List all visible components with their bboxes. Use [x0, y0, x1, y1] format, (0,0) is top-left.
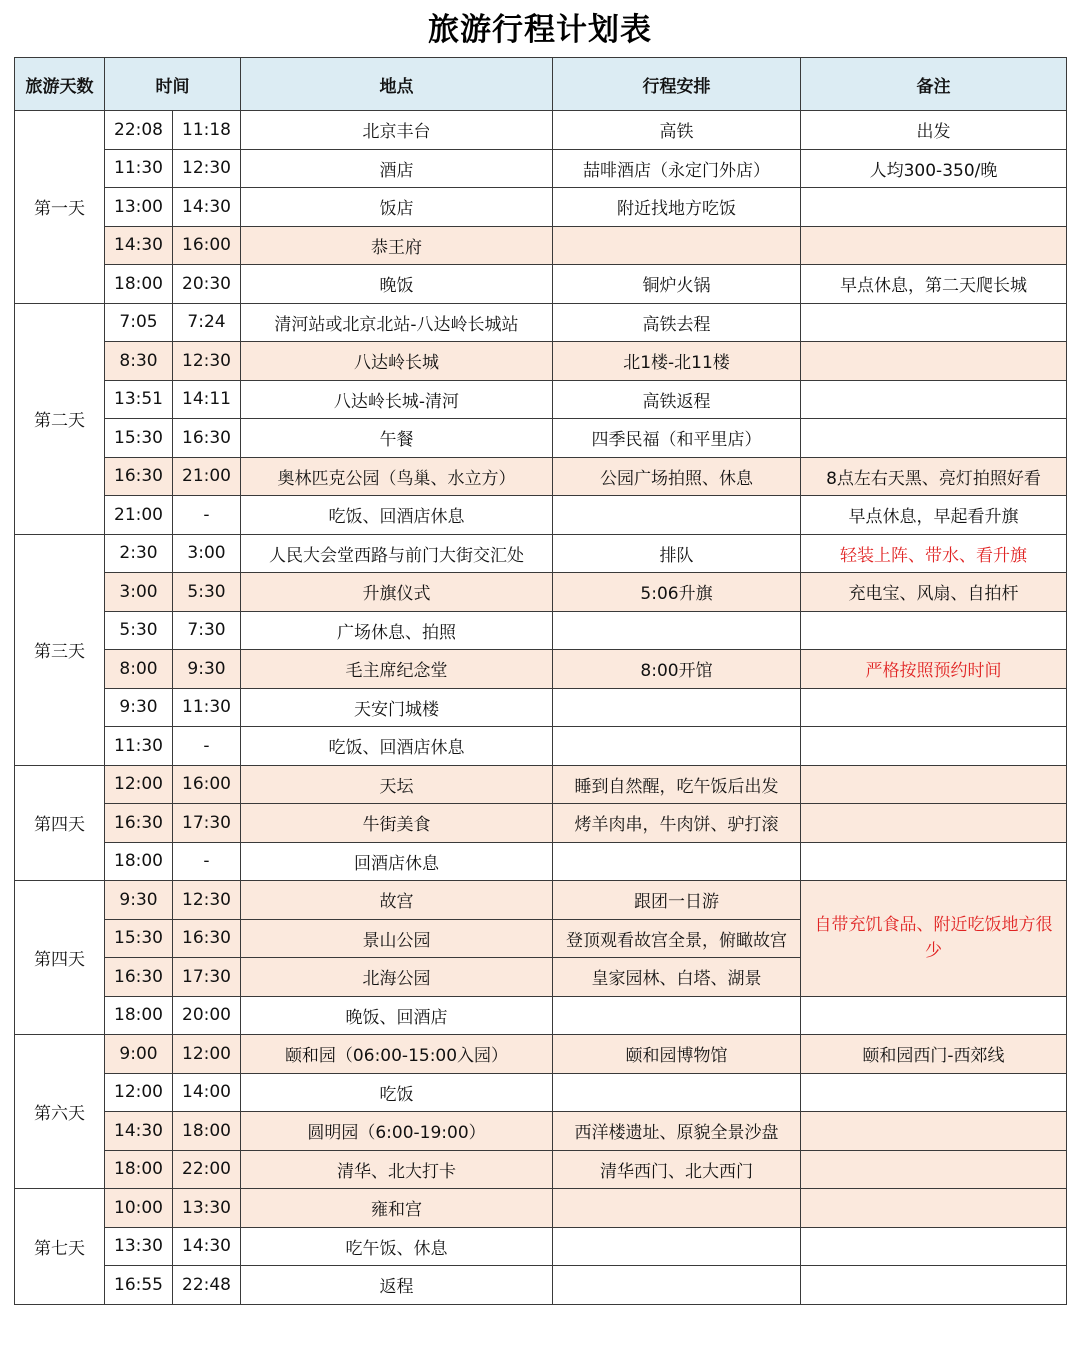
- page-title: 旅游行程计划表: [428, 12, 652, 48]
- end-time-cell: 21:00: [173, 457, 241, 496]
- day-label: 第六天: [15, 1035, 105, 1189]
- note-cell: 充电宝、风扇、自拍杆: [801, 573, 1067, 612]
- table-row: [15, 1189, 1067, 1228]
- end-time-cell: 5:30: [173, 573, 241, 612]
- end-time-cell: 20:30: [173, 265, 241, 304]
- note-cell: [801, 765, 1067, 804]
- start-time-cell: 14:30: [105, 1112, 173, 1151]
- note-cell: [801, 1227, 1067, 1266]
- start-time-cell: 15:30: [105, 419, 173, 458]
- place-cell: 奥林匹克公园（鸟巢、水立方）: [241, 457, 553, 496]
- plan-cell: 皇家园林、白塔、湖景: [553, 958, 801, 997]
- header-note: 备注: [801, 58, 1067, 111]
- end-time-cell: 13:30: [173, 1189, 241, 1228]
- start-time-cell: 9:30: [105, 881, 173, 920]
- table-row: [15, 457, 1067, 496]
- place-cell: 返程: [241, 1266, 553, 1305]
- start-time-cell: 18:00: [105, 996, 173, 1035]
- place-cell: 吃饭: [241, 1073, 553, 1112]
- day-label: 第一天: [15, 111, 105, 304]
- note-cell-merged: 自带充饥食品、附近吃饭地方很少: [801, 881, 1067, 997]
- start-time-cell: 12:00: [105, 1073, 173, 1112]
- note-cell: [801, 996, 1067, 1035]
- end-time-cell: 16:30: [173, 919, 241, 958]
- start-time-cell: 9:00: [105, 1035, 173, 1074]
- end-time-cell: 11:18: [173, 111, 241, 150]
- header-row: [15, 58, 1067, 111]
- start-time-cell: 3:00: [105, 573, 173, 612]
- plan-cell: [553, 611, 801, 650]
- place-cell: 八达岭长城: [241, 342, 553, 381]
- plan-cell: [553, 496, 801, 535]
- table-row: [15, 727, 1067, 766]
- note-cell: 颐和园西门-西郊线: [801, 1035, 1067, 1074]
- plan-cell: 睡到自然醒，吃午饭后出发: [553, 765, 801, 804]
- end-time-cell: 9:30: [173, 650, 241, 689]
- place-cell: 吃饭、回酒店休息: [241, 496, 553, 535]
- table-row: [15, 534, 1067, 573]
- start-time-cell: 7:05: [105, 303, 173, 342]
- plan-cell: [553, 688, 801, 727]
- table-row: [15, 804, 1067, 843]
- place-cell: 牛街美食: [241, 804, 553, 843]
- end-time-cell: 12:30: [173, 342, 241, 381]
- start-time-cell: 8:00: [105, 650, 173, 689]
- note-cell: [801, 342, 1067, 381]
- itinerary-body: [15, 111, 1067, 1305]
- plan-cell: 8:00开馆: [553, 650, 801, 689]
- end-time-cell: 12:30: [173, 149, 241, 188]
- plan-cell: 高铁: [553, 111, 801, 150]
- place-cell: 清河站或北京北站-八达岭长城站: [241, 303, 553, 342]
- plan-cell: 西洋楼遗址、原貌全景沙盘: [553, 1112, 801, 1151]
- end-time-cell: 7:30: [173, 611, 241, 650]
- plan-cell: 高铁去程: [553, 303, 801, 342]
- start-time-cell: 18:00: [105, 1150, 173, 1189]
- table-row: [15, 688, 1067, 727]
- note-cell: 严格按照预约时间: [801, 650, 1067, 689]
- place-cell: 饭店: [241, 188, 553, 227]
- plan-cell: [553, 1189, 801, 1228]
- plan-cell: [553, 727, 801, 766]
- place-cell: 北京丰台: [241, 111, 553, 150]
- end-time-cell: 12:00: [173, 1035, 241, 1074]
- plan-cell: 附近找地方吃饭: [553, 188, 801, 227]
- plan-cell: [553, 226, 801, 265]
- note-cell: 早点休息，第二天爬长城: [801, 265, 1067, 304]
- start-time-cell: 16:30: [105, 457, 173, 496]
- table-row: [15, 1266, 1067, 1305]
- table-row: [15, 111, 1067, 150]
- day-label: 第七天: [15, 1189, 105, 1305]
- end-time-cell: -: [173, 842, 241, 881]
- note-cell: [801, 1189, 1067, 1228]
- place-cell: 回酒店休息: [241, 842, 553, 881]
- place-cell: 毛主席纪念堂: [241, 650, 553, 689]
- place-cell: 北海公园: [241, 958, 553, 997]
- end-time-cell: 14:11: [173, 380, 241, 419]
- place-cell: 酒店: [241, 149, 553, 188]
- header-place: 地点: [241, 58, 553, 111]
- note-cell: [801, 188, 1067, 227]
- table-row: [15, 881, 1067, 920]
- table-row: [15, 842, 1067, 881]
- plan-cell: 跟团一日游: [553, 881, 801, 920]
- end-time-cell: 16:00: [173, 226, 241, 265]
- end-time-cell: 14:00: [173, 1073, 241, 1112]
- start-time-cell: 16:30: [105, 958, 173, 997]
- place-cell: 天坛: [241, 765, 553, 804]
- place-cell: 升旗仪式: [241, 573, 553, 612]
- plan-cell: 公园广场拍照、休息: [553, 457, 801, 496]
- place-cell: 人民大会堂西路与前门大街交汇处: [241, 534, 553, 573]
- note-cell: 早点休息，早起看升旗: [801, 496, 1067, 535]
- place-cell: 雍和宫: [241, 1189, 553, 1228]
- end-time-cell: 17:30: [173, 958, 241, 997]
- place-cell: 颐和园（06:00-15:00入园）: [241, 1035, 553, 1074]
- table-row: [15, 1035, 1067, 1074]
- note-cell: [801, 688, 1067, 727]
- note-cell: [801, 611, 1067, 650]
- note-cell: [801, 226, 1067, 265]
- note-cell: 出发: [801, 111, 1067, 150]
- start-time-cell: 22:08: [105, 111, 173, 150]
- place-cell: 吃饭、回酒店休息: [241, 727, 553, 766]
- day-label: 第二天: [15, 303, 105, 534]
- plan-cell: [553, 1073, 801, 1112]
- end-time-cell: 11:30: [173, 688, 241, 727]
- start-time-cell: 11:30: [105, 149, 173, 188]
- itinerary-table: [14, 57, 1067, 1305]
- start-time-cell: 18:00: [105, 842, 173, 881]
- start-time-cell: 15:30: [105, 919, 173, 958]
- note-cell: [801, 1073, 1067, 1112]
- end-time-cell: 7:24: [173, 303, 241, 342]
- start-time-cell: 11:30: [105, 727, 173, 766]
- table-row: [15, 342, 1067, 381]
- note-cell: [801, 303, 1067, 342]
- start-time-cell: 13:51: [105, 380, 173, 419]
- note-cell: [801, 1150, 1067, 1189]
- start-time-cell: 13:30: [105, 1227, 173, 1266]
- start-time-cell: 14:30: [105, 226, 173, 265]
- plan-cell: 烤羊肉串，牛肉饼、驴打滚: [553, 804, 801, 843]
- note-cell: [801, 380, 1067, 419]
- note-cell: 人均300-350/晚: [801, 149, 1067, 188]
- plan-cell: 北1楼-北11楼: [553, 342, 801, 381]
- end-time-cell: -: [173, 496, 241, 535]
- place-cell: 午餐: [241, 419, 553, 458]
- start-time-cell: 21:00: [105, 496, 173, 535]
- place-cell: 广场休息、拍照: [241, 611, 553, 650]
- start-time-cell: 18:00: [105, 265, 173, 304]
- start-time-cell: 16:55: [105, 1266, 173, 1305]
- table-row: [15, 573, 1067, 612]
- plan-cell: 铜炉火锅: [553, 265, 801, 304]
- day-label: 第三天: [15, 534, 105, 765]
- plan-cell: 登顶观看故宫全景，俯瞰故宫: [553, 919, 801, 958]
- table-row: [15, 650, 1067, 689]
- table-row: [15, 265, 1067, 304]
- end-time-cell: 16:30: [173, 419, 241, 458]
- start-time-cell: 5:30: [105, 611, 173, 650]
- table-row: [15, 765, 1067, 804]
- header-time: 时间: [105, 58, 241, 111]
- table-row: [15, 303, 1067, 342]
- start-time-cell: 10:00: [105, 1189, 173, 1228]
- end-time-cell: 14:30: [173, 188, 241, 227]
- plan-cell: 颐和园博物馆: [553, 1035, 801, 1074]
- place-cell: 吃午饭、休息: [241, 1227, 553, 1266]
- header-day: 旅游天数: [15, 58, 105, 111]
- table-row: [15, 1227, 1067, 1266]
- plan-cell: 四季民福（和平里店）: [553, 419, 801, 458]
- end-time-cell: -: [173, 727, 241, 766]
- end-time-cell: 14:30: [173, 1227, 241, 1266]
- start-time-cell: 16:30: [105, 804, 173, 843]
- note-cell: [801, 1266, 1067, 1305]
- note-cell: [801, 419, 1067, 458]
- note-cell: [801, 727, 1067, 766]
- place-cell: 八达岭长城-清河: [241, 380, 553, 419]
- start-time-cell: 13:00: [105, 188, 173, 227]
- start-time-cell: 8:30: [105, 342, 173, 381]
- header-plan: 行程安排: [553, 58, 801, 111]
- plan-cell: 喆啡酒店（永定门外店）: [553, 149, 801, 188]
- start-time-cell: 9:30: [105, 688, 173, 727]
- place-cell: 清华、北大打卡: [241, 1150, 553, 1189]
- note-cell: 8点左右天黑、亮灯拍照好看: [801, 457, 1067, 496]
- note-cell: 轻装上阵、带水、看升旗: [801, 534, 1067, 573]
- table-row: [15, 149, 1067, 188]
- table-row: [15, 419, 1067, 458]
- day-label: 第四天: [15, 765, 105, 881]
- plan-cell: [553, 996, 801, 1035]
- table-row: [15, 996, 1067, 1035]
- table-row: [15, 1150, 1067, 1189]
- note-cell: [801, 842, 1067, 881]
- table-row: [15, 226, 1067, 265]
- note-cell: [801, 804, 1067, 843]
- table-row: [15, 1073, 1067, 1112]
- place-cell: 恭王府: [241, 226, 553, 265]
- end-time-cell: 18:00: [173, 1112, 241, 1151]
- table-row: [15, 188, 1067, 227]
- plan-cell: [553, 1266, 801, 1305]
- table-row: [15, 496, 1067, 535]
- place-cell: 圆明园（6:00-19:00）: [241, 1112, 553, 1151]
- table-row: [15, 611, 1067, 650]
- place-cell: 晚饭: [241, 265, 553, 304]
- end-time-cell: 12:30: [173, 881, 241, 920]
- plan-cell: 排队: [553, 534, 801, 573]
- place-cell: 天安门城楼: [241, 688, 553, 727]
- start-time-cell: 12:00: [105, 765, 173, 804]
- table-row: [15, 380, 1067, 419]
- end-time-cell: 22:00: [173, 1150, 241, 1189]
- plan-cell: [553, 842, 801, 881]
- end-time-cell: 17:30: [173, 804, 241, 843]
- place-cell: 晚饭、回酒店: [241, 996, 553, 1035]
- note-cell: [801, 1112, 1067, 1151]
- start-time-cell: 2:30: [105, 534, 173, 573]
- place-cell: 景山公园: [241, 919, 553, 958]
- end-time-cell: 16:00: [173, 765, 241, 804]
- plan-cell: [553, 1227, 801, 1266]
- place-cell: 故宫: [241, 881, 553, 920]
- plan-cell: 清华西门、北大西门: [553, 1150, 801, 1189]
- day-label: 第四天: [15, 881, 105, 1035]
- table-row: [15, 1112, 1067, 1151]
- plan-cell: 高铁返程: [553, 380, 801, 419]
- end-time-cell: 20:00: [173, 996, 241, 1035]
- end-time-cell: 22:48: [173, 1266, 241, 1305]
- plan-cell: 5:06升旗: [553, 573, 801, 612]
- end-time-cell: 3:00: [173, 534, 241, 573]
